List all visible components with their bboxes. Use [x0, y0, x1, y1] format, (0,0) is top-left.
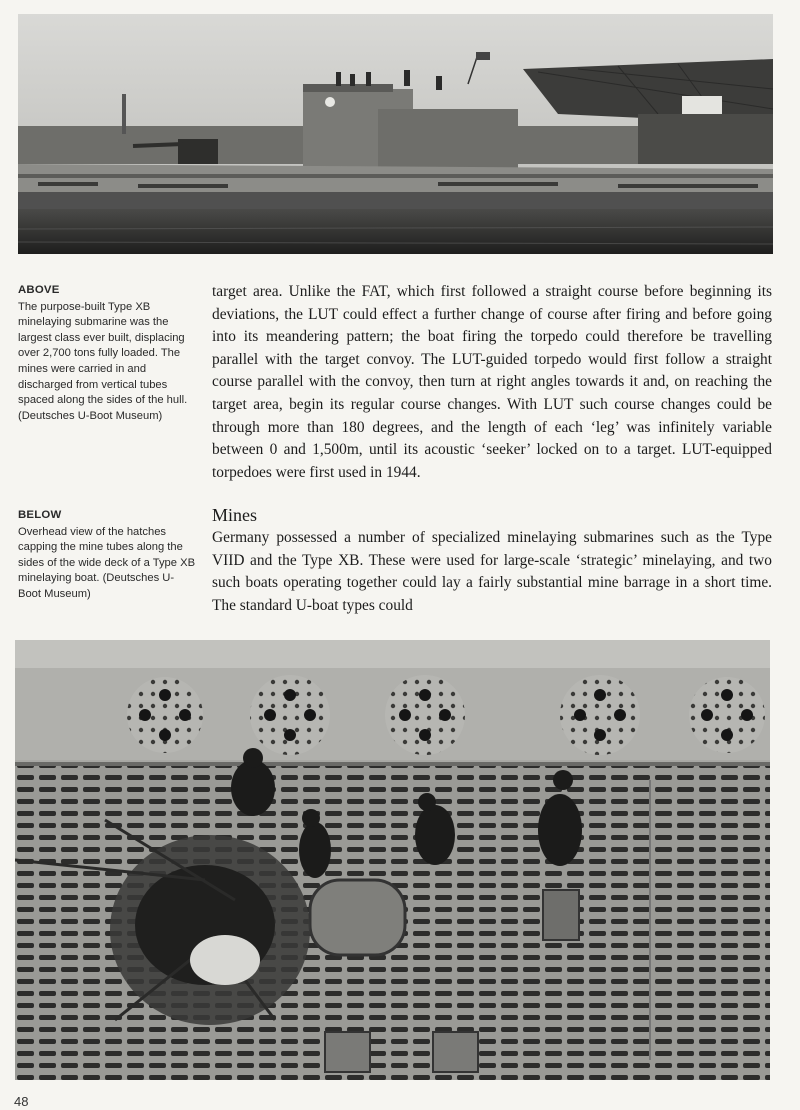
caption-below-heading: BELOW [18, 509, 62, 521]
caption-above-text: The purpose-built Type XB minelaying submarine was the largest class ever built, displacing over 2,700 tons fully loaded. The mines were carried in and discharged from vertical tubes spaced along the sides of the hull. (Deutsches U-Boot Museum) [18, 300, 188, 422]
caption-below-text: Overhead view of the hatches capping the mine tubes along the sides of the wide deck of a Type XB minelaying boat. (Deutsches U-Boot Museum) [18, 525, 196, 600]
photo-submarine-at-quay [18, 14, 773, 254]
deck-photo-graphic [15, 640, 770, 1080]
page-number: 48 [14, 1094, 29, 1109]
caption-below [18, 508, 196, 603]
caption-above [18, 283, 196, 424]
body-paragraph-1 [212, 281, 772, 484]
body-paragraph-2-text: Germany possessed a number of specialized minelaying submarines such as the Type VIID and the Type XB. These were used for large-scale ‘strategic’ minelaying, and two such boats operating together could lay a fairly substantial mine barrage in a short time. The standard U-boat types could [212, 529, 772, 614]
submarine-photo-graphic [18, 14, 773, 254]
caption-above-heading: ABOVE [18, 284, 60, 296]
body-paragraph-1-text: target area. Unlike the FAT, which first followed a straight course before beginning its deviations, the LUT could effect a further change of course after firing and before going into its meandering pattern; the boat firing the torpedo could therefore be travelling parallel with the target convoy. The LUT-guided torpedo would first follow a straight course parallel with the convoy, then turn at right angles towards it and, on reaching the target area, begin its regular course changes. With LUT such course changes could be through more than 180 degrees, and the length of each ‘leg’ was infinitely variable between 0 and 1,500m, until its acoustic ‘seeker’ locked on to a target. LUT-equipped torpedoes were first used in 1944. [212, 283, 772, 481]
photo-mine-tube-hatches [15, 640, 770, 1080]
body-paragraph-2 [212, 527, 772, 617]
section-heading-mines: Mines [212, 505, 257, 525]
